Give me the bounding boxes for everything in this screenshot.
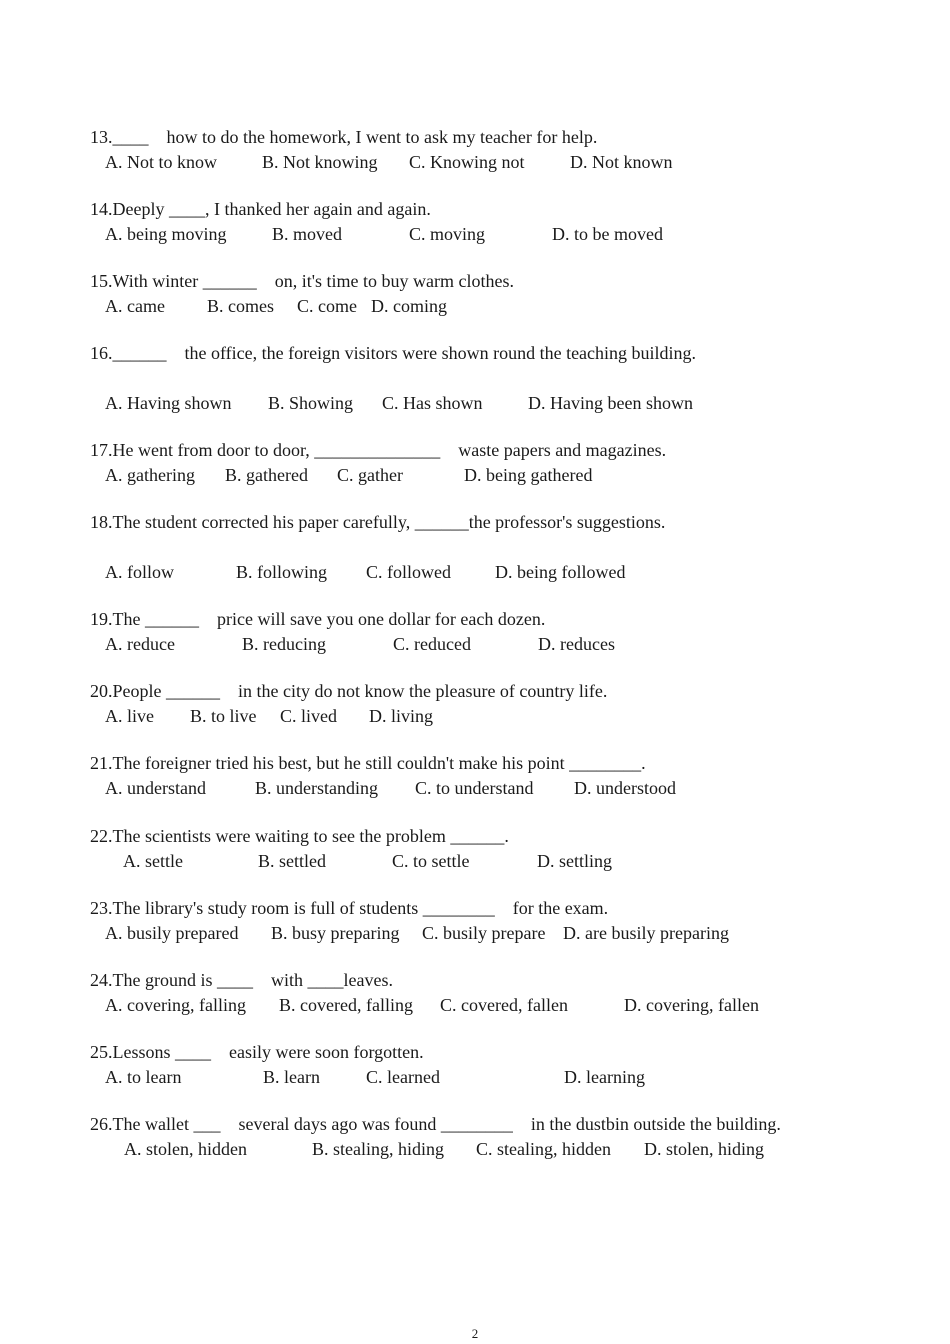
question-26-stem: 26.The wallet ___ several days ago was found ________ in the dustbin outside the building. xyxy=(90,1114,781,1134)
question-14-option-a: A. being moving xyxy=(105,224,227,244)
page-number: 2 xyxy=(471,1326,479,1341)
question-22-option-d: D. settling xyxy=(537,851,612,871)
question-16-option-d: D. Having been shown xyxy=(528,393,693,413)
question-21-stem: 21.The foreigner tried his best, but he still couldn't make his point ________. xyxy=(90,753,646,773)
question-17-option-d: D. being gathered xyxy=(464,465,593,485)
question-20-option-a: A. live xyxy=(105,706,154,726)
question-26-option-b: B. stealing, hiding xyxy=(312,1139,444,1159)
question-13-stem: 13.____ how to do the homework, I went to ask my teacher for help. xyxy=(90,127,598,147)
question-25-option-c: C. learned xyxy=(366,1067,440,1087)
question-15-option-b: B. comes xyxy=(207,296,274,316)
question-19-option-b: B. reducing xyxy=(242,634,326,654)
question-19-option-a: A. reduce xyxy=(105,634,175,654)
question-25-option-d: D. learning xyxy=(564,1067,645,1087)
question-14-option-b: B. moved xyxy=(272,224,342,244)
question-19-option-d: D. reduces xyxy=(538,634,615,654)
question-23-option-b: B. busy preparing xyxy=(271,923,400,943)
question-23-option-c: C. busily prepare xyxy=(422,923,546,943)
question-18-stem: 18.The student corrected his paper carefully, ______the professor's suggestions. xyxy=(90,512,666,532)
question-21-option-b: B. understanding xyxy=(255,778,378,798)
question-21-option-c: C. to understand xyxy=(415,778,534,798)
question-24-option-b: B. covered, falling xyxy=(279,995,413,1015)
question-18-option-a: A. follow xyxy=(105,562,174,582)
question-20-option-d: D. living xyxy=(369,706,434,726)
question-26-option-c: C. stealing, hidden xyxy=(476,1139,611,1159)
question-22-stem: 22.The scientists were waiting to see the problem ______. xyxy=(90,826,509,846)
question-13-option-d: D. Not known xyxy=(570,152,673,172)
question-16-option-a: A. Having shown xyxy=(105,393,232,413)
question-20-option-c: C. lived xyxy=(280,706,337,726)
question-15-option-c: C. come xyxy=(297,296,357,316)
question-23-stem: 23.The library's study room is full of students ________ for the exam. xyxy=(90,898,609,918)
question-24-stem: 24.The ground is ____ with ____leaves. xyxy=(90,970,393,990)
question-23-option-d: D. are busily preparing xyxy=(563,923,729,943)
question-15-stem: 15.With winter ______ on, it's time to buy warm clothes. xyxy=(90,271,514,291)
question-16-option-b: B. Showing xyxy=(268,393,354,413)
question-18-option-d: D. being followed xyxy=(495,562,626,582)
question-24-option-a: A. covering, falling xyxy=(105,995,246,1015)
question-25-stem: 25.Lessons ____ easily were soon forgotten. xyxy=(90,1042,424,1062)
question-17-stem: 17.He went from door to door, ______________ waste papers and magazines. xyxy=(90,440,667,460)
question-15-option-a: A. came xyxy=(105,296,165,316)
question-13-option-c: C. Knowing not xyxy=(409,152,525,172)
question-22-option-b: B. settled xyxy=(258,851,326,871)
question-23-option-a: A. busily prepared xyxy=(105,923,239,943)
question-16-stem: 16.______ the office, the foreign visitors were shown round the teaching building. xyxy=(90,343,697,363)
question-19-option-c: C. reduced xyxy=(393,634,471,654)
question-20-stem: 20.People ______ in the city do not know the pleasure of country life. xyxy=(90,681,608,701)
question-13-option-b: B. Not knowing xyxy=(262,152,378,172)
question-18-option-b: B. following xyxy=(236,562,328,582)
question-13-option-a: A. Not to know xyxy=(105,152,217,172)
question-21-option-d: D. understood xyxy=(574,778,676,798)
question-26-option-d: D. stolen, hiding xyxy=(644,1139,764,1159)
question-21-option-a: A. understand xyxy=(105,778,206,798)
question-24-option-c: C. covered, fallen xyxy=(440,995,568,1015)
question-14-option-c: C. moving xyxy=(409,224,486,244)
question-17-option-b: B. gathered xyxy=(225,465,308,485)
question-19-stem: 19.The ______ price will save you one dollar for each dozen. xyxy=(90,609,546,629)
question-14-stem: 14.Deeply ____, I thanked her again and again. xyxy=(90,199,431,219)
question-25-option-b: B. learn xyxy=(263,1067,320,1087)
question-18-option-c: C. followed xyxy=(366,562,451,582)
question-16-option-c: C. Has shown xyxy=(382,393,483,413)
question-24-option-d: D. covering, fallen xyxy=(624,995,759,1015)
question-15-option-d: D. coming xyxy=(371,296,447,316)
question-17-option-a: A. gathering xyxy=(105,465,195,485)
question-25-option-a: A. to learn xyxy=(105,1067,182,1087)
question-22-option-a: A. settle xyxy=(123,851,183,871)
question-26-option-a: A. stolen, hidden xyxy=(124,1139,247,1159)
question-22-option-c: C. to settle xyxy=(392,851,470,871)
question-14-option-d: D. to be moved xyxy=(552,224,663,244)
question-17-option-c: C. gather xyxy=(337,465,403,485)
question-20-option-b: B. to live xyxy=(190,706,257,726)
